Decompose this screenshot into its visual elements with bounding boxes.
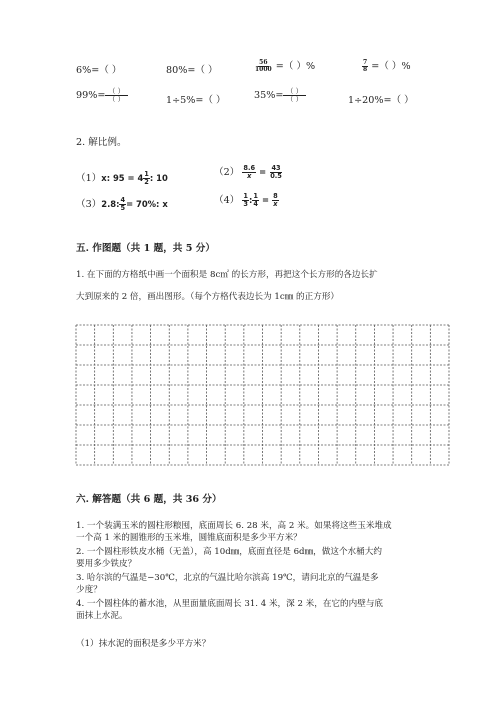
expr-prefix: 99%=	[76, 90, 106, 101]
equals-sign: =	[261, 195, 269, 205]
fraction-denominator: （ ）	[286, 95, 303, 103]
proportion-1	[76, 170, 168, 186]
proportion-3	[76, 196, 168, 212]
section-6-line: 3. 哈尔滨的气温是−30℃，北京的气温比哈尔滨高 19℃，请问北京的气温是多	[76, 573, 379, 583]
expr-rest: =（ ）%	[275, 61, 316, 72]
expr-7-over-8	[362, 58, 411, 73]
fraction-numerator: （ ）	[283, 88, 305, 96]
item-label: （1）	[76, 173, 102, 184]
fraction-denominator: x	[273, 200, 278, 208]
question-2-title: 2. 解比例。	[76, 137, 127, 148]
fraction-numerator: 8	[273, 192, 278, 201]
item-label: （4）	[214, 195, 240, 206]
fraction-denominator: 5	[120, 204, 126, 212]
expr-99-percent	[76, 88, 128, 103]
fraction-numerator: 1	[253, 192, 258, 201]
equals-sign: =	[259, 167, 267, 177]
item-label: （2）	[214, 167, 240, 178]
fraction-numerator: 1	[243, 192, 248, 201]
expr-1-div-5-percent: 1÷5%=（ ）	[166, 95, 226, 106]
section-5-q1-line2: 大到原来的 2 倍，画出图形。（每个方格代表边长为 1c㎜ 的正方形）	[76, 292, 340, 302]
grid-paper[interactable]	[75, 324, 450, 466]
expr-80-percent: 80%=（ ）	[166, 65, 218, 76]
fraction-numerator: 7	[363, 59, 368, 66]
fraction-numerator: （ ）	[105, 88, 127, 96]
section-6-line: 一个高 1 米的圆锥形的玉米堆，圆锥底面积是多少平方米？	[76, 533, 302, 543]
fraction-numerator: 1	[144, 170, 149, 179]
section-6-line: 少度？	[76, 585, 102, 595]
item-label: （3）	[76, 199, 102, 210]
eq-part: x: 95 = 4	[101, 173, 144, 183]
fraction-numerator: 56	[259, 59, 268, 66]
eq-part: : 10	[149, 173, 168, 183]
fraction-denominator: x	[247, 172, 252, 180]
colon-sign: :	[248, 195, 253, 205]
proportion-2	[214, 164, 283, 180]
fraction-denominator: 2	[144, 178, 149, 186]
section-6-line: 面抹上水泥。	[76, 611, 128, 621]
fraction-denominator: 0.5	[270, 172, 282, 180]
section-5-q1-line1: 1. 在下面的方格纸中画一个面积是 8c㎡ 的长方形，再把这个长方形的各边长扩	[76, 270, 378, 280]
expr-prefix: 35%=	[254, 90, 284, 101]
fraction-denominator: 1000	[255, 66, 272, 73]
proportion-4	[214, 192, 279, 208]
eq-part: = 70%: x	[126, 199, 168, 209]
fraction-denominator: 4	[253, 200, 258, 208]
fraction-denominator: （ ）	[108, 95, 125, 103]
section-6-line: 要用多少铁皮？	[76, 559, 137, 569]
eq-part: 2.8:	[101, 199, 120, 209]
fraction-numerator: 8.6	[243, 164, 256, 173]
section-6-sub-question-1: （1）抹水泥的面积是多少平方米？	[76, 639, 211, 649]
expr-rest: =（ ）%	[371, 61, 411, 72]
section-6-line: 1. 一个装满玉米的圆柱形粮囤，底面周长 6. 28 米，高 2 米。如果将这些玉米堆成	[76, 521, 392, 531]
section-6-line: 2. 一个圆柱形铁皮水桶（无盖），高 10d㎜，底面直径是 6d㎜，做这个水桶大约	[76, 547, 382, 557]
fraction-denominator: 8	[363, 66, 368, 73]
fraction-denominator: 3	[243, 200, 248, 208]
section-6-line: 4. 一个圆柱体的蓄水池，从里面量底面周长 31. 4 米，深 2 米，在它的内壁与底	[76, 599, 384, 609]
expr-56-over-1000	[254, 58, 315, 73]
section-6-title: 六. 解答题（共 6 题，共 36 分）	[76, 494, 222, 505]
section-5-title: 五. 作图题（共 1 题，共 5 分）	[76, 243, 215, 254]
fraction-numerator: 43	[271, 164, 281, 173]
expr-6-percent: 6%=（ ）	[76, 65, 122, 76]
expr-35-percent	[254, 88, 306, 103]
expr-1-div-20-percent: 1÷20%=（ ）	[348, 95, 414, 106]
fraction-numerator: 4	[120, 196, 126, 205]
